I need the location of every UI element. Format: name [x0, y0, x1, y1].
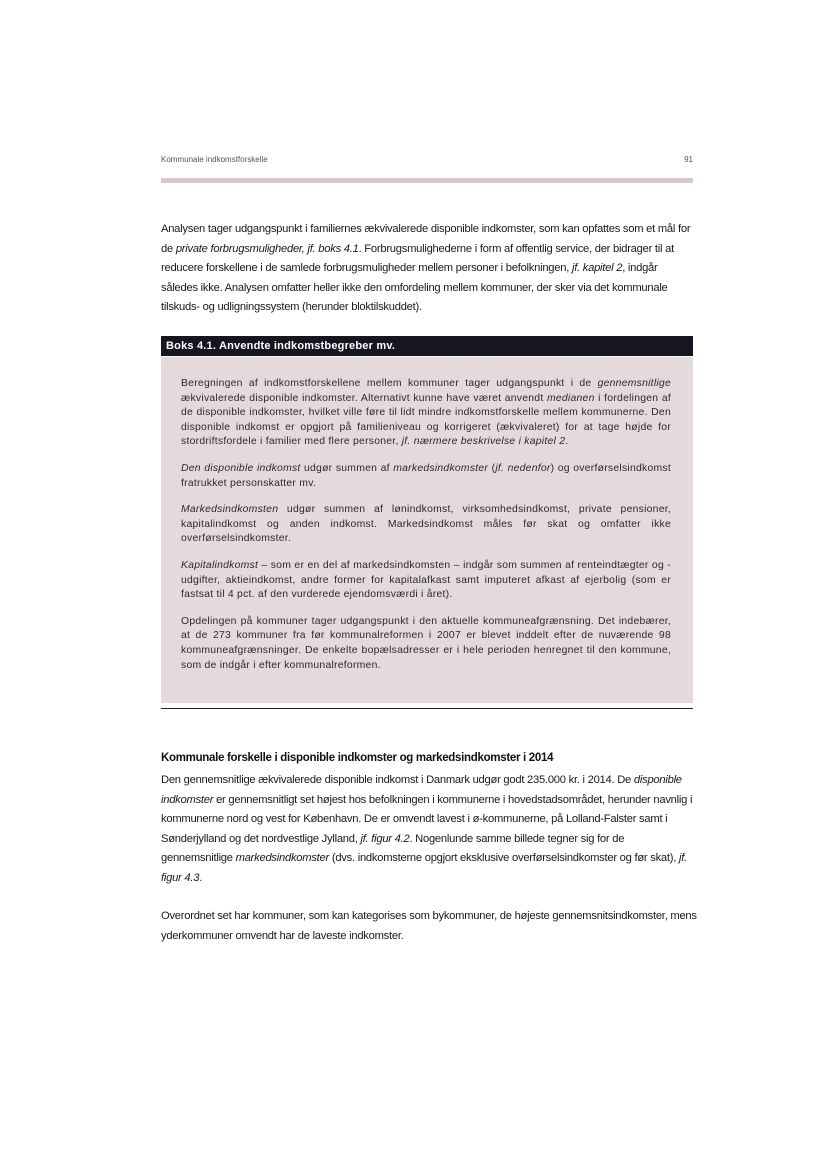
- header-rule: [161, 178, 693, 183]
- box-paragraph-3: Markedsindkomsten udgør summen af lønindkomst, virksomhedsindkomst, private pensioner, kapitalindkomst og anden indkomst. Markedsindkomst måles før skat og omfatter ikke overførselsindkomster.: [181, 504, 671, 545]
- box-body: [161, 357, 693, 703]
- page-number: 91: [684, 155, 693, 164]
- running-header: [161, 155, 693, 164]
- intro-paragraph: Analysen tager udgangspunkt i familiernes ækvivalerede disponible indkomster, som kan opfattes som et mål for de private forbrugsmuligheder, jf. boks 4.1. Forbrugsmulighederne i form af offentlig service, der bidrager til at reducere forskellene i de samlede forbrugsmuligheder mellem personer i befolkningen, jf. kapitel 2, indgår således ikke. Analysen omfatter heller ikke den omfordeling mellem kommuner, der sker via det kommunale tilskuds- og udligningssystem (herunder bloktilskuddet).: [161, 223, 691, 313]
- section-paragraph-1: Den gennemsnitlige ækvivalerede disponible indkomst i Danmark udgør godt 235.000 kr. i 2014. De disponible indkomster er gennemsnitligt set højest hos befolkningen i kommunerne i hovedstadsområdet, herunder navnlig i kommunerne nord og vest for København. De er omvendt lavest i ø-kommunerne, på Lolland-Falster samt i Sønderjylland og det nordvestlige Jylland, jf. figur 4.2. Nogenlunde samme billede tegner sig for de gennemsnitlige markedsindkomster (dvs. indkomsterne opgjort eksklusive overførselsindkomster og før skat), jf. figur 4.3.: [161, 774, 693, 884]
- box-paragraph-5: Opdelingen på kommuner tager udgangspunkt i den aktuelle kommuneafgrænsning. Det indebærer, at de 273 kommuner fra før kommunalreformen i 2007 er blevet inddelt efter de nuværende 98 kommuneafgrænsninger. De enkelte bopælsadresser er i hele perioden henregnet til den kommune, som de indgår i efter kommunalreformen.: [181, 615, 671, 671]
- running-header-title: Kommunale indkomstforskelle: [161, 155, 268, 164]
- section-heading: Kommunale forskelle i disponible indkomster og markedsindkomster i 2014: [161, 752, 554, 764]
- box-paragraph-4: Kapitalindkomst – som er en del af markedsindkomsten – indgår som summen af renteindtægter og -udgifter, aktieindkomst, andre former for kapitalafkast samt imputeret afkast af ejerbolig (som er fastsat til 4 pct. af den vurderede ejendomsværdi i året).: [181, 559, 671, 601]
- box-title: Boks 4.1. Anvendte indkomstbegreber mv.: [161, 336, 693, 356]
- box-paragraph-1: Beregningen af indkomstforskellene mellem kommuner tager udgangspunkt i de gennemsnitlige ækvivalerede disponible indkomster. Alternativt kunne have været anvendt medianen i fordelingen af de disponible indkomster, hvilket ville føre til lidt mindre indkomstforskelle mellem kommunerne. Den disponible indkomst er opgjort på familieniveau og korrigeret (ækvivaleret) for at tage højde for stordriftsfordele i familier med flere personer, jf. nærmere beskrivelse i kapitel 2.: [181, 378, 671, 448]
- box-bottom-rule: [161, 708, 693, 709]
- section-paragraph-2: Overordnet set har kommuner, som kan kategorises som bykommuner, de højeste gennemsnitsindkomster, mens yderkommuner omvendt har de laveste indkomster.: [161, 910, 697, 942]
- box-paragraph-2: Den disponible indkomst udgør summen af markedsindkomster (jf. nedenfor) og overførselsindkomst fratrukket personskatter mv.: [181, 462, 671, 489]
